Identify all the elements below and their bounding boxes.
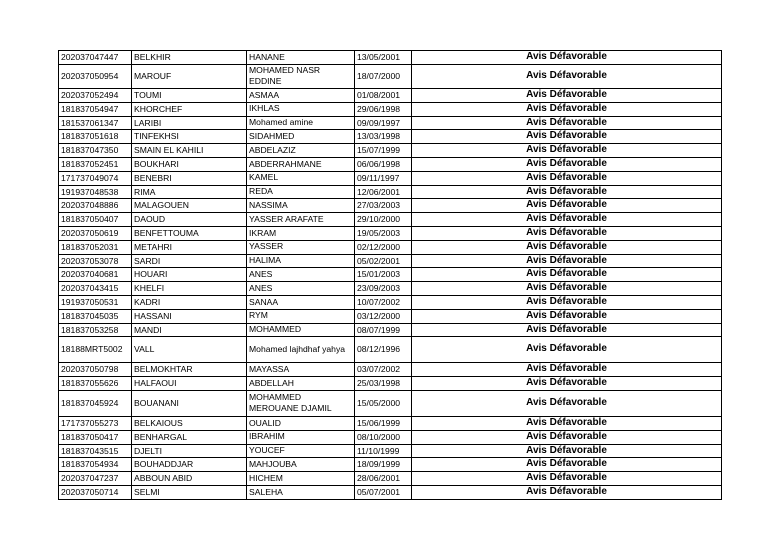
birth-date-cell: 19/05/2003 [355, 226, 412, 240]
first-name-cell: ANES [247, 282, 355, 296]
table-row [59, 116, 722, 130]
student-id-cell: 171737055273 [59, 416, 132, 430]
last-name-cell: BELKAIOUS [132, 416, 247, 430]
birth-date-cell: 27/03/2003 [355, 199, 412, 213]
first-name-cell: SIDAHMED [247, 130, 355, 144]
table-row [59, 337, 722, 363]
last-name-cell: BOUKHARI [132, 157, 247, 171]
last-name-cell: KHORCHEF [132, 102, 247, 116]
table-row [59, 472, 722, 486]
first-name-cell: RYM [247, 309, 355, 323]
decision-cell: Avis Défavorable [412, 88, 722, 102]
birth-date-cell: 08/12/1996 [355, 337, 412, 363]
first-name-cell: HANANE [247, 51, 355, 65]
last-name-cell: TOUMI [132, 88, 247, 102]
first-name-cell: NASSIMA [247, 199, 355, 213]
student-id-cell: 171737049074 [59, 171, 132, 185]
first-name-cell: OUALID [247, 416, 355, 430]
decision-cell: Avis Défavorable [412, 337, 722, 363]
table-row [59, 240, 722, 254]
birth-date-cell: 29/06/1998 [355, 102, 412, 116]
decision-cell: Avis Défavorable [412, 444, 722, 458]
last-name-cell: TINFEKHSI [132, 130, 247, 144]
last-name-cell: KADRI [132, 295, 247, 309]
table-row [59, 64, 722, 88]
decision-cell: Avis Défavorable [412, 254, 722, 268]
decision-cell: Avis Défavorable [412, 309, 722, 323]
last-name-cell: VALL [132, 337, 247, 363]
table-row [59, 377, 722, 391]
last-name-cell: BENEBRI [132, 171, 247, 185]
table-row [59, 88, 722, 102]
first-name-cell: MOHAMMED MEROUANE DJAMIL [247, 390, 355, 416]
birth-date-cell: 23/09/2003 [355, 282, 412, 296]
birth-date-cell: 05/02/2001 [355, 254, 412, 268]
birth-date-cell: 05/07/2001 [355, 485, 412, 499]
last-name-cell: DAOUD [132, 213, 247, 227]
table-row [59, 144, 722, 158]
birth-date-cell: 28/06/2001 [355, 472, 412, 486]
table-row [59, 185, 722, 199]
student-id-cell: 181837045924 [59, 390, 132, 416]
student-id-cell: 181837054947 [59, 102, 132, 116]
birth-date-cell: 09/09/1997 [355, 116, 412, 130]
student-id-cell: 202037043415 [59, 282, 132, 296]
table-row [59, 390, 722, 416]
student-id-cell: 202037047237 [59, 472, 132, 486]
table-row [59, 268, 722, 282]
first-name-cell: ABDELAZIZ [247, 144, 355, 158]
student-id-cell: 181837053258 [59, 323, 132, 337]
student-id-cell: 191937048538 [59, 185, 132, 199]
decision-cell: Avis Défavorable [412, 51, 722, 65]
table-row [59, 309, 722, 323]
first-name-cell: KAMEL [247, 171, 355, 185]
first-name-cell: IKHLAS [247, 102, 355, 116]
first-name-cell: YASSER ARAFATE [247, 213, 355, 227]
table-row [59, 323, 722, 337]
first-name-cell: SALEHA [247, 485, 355, 499]
last-name-cell: KHELFI [132, 282, 247, 296]
decision-cell: Avis Défavorable [412, 144, 722, 158]
last-name-cell: LARIBI [132, 116, 247, 130]
last-name-cell: BELMOKHTAR [132, 363, 247, 377]
birth-date-cell: 11/10/1999 [355, 444, 412, 458]
student-id-cell: 181837055626 [59, 377, 132, 391]
table-row [59, 226, 722, 240]
birth-date-cell: 29/10/2000 [355, 213, 412, 227]
student-id-cell: 191937050531 [59, 295, 132, 309]
first-name-cell: MOHAMED NASR EDDINE [247, 64, 355, 88]
table-row [59, 157, 722, 171]
first-name-cell: YASSER [247, 240, 355, 254]
decision-cell: Avis Défavorable [412, 213, 722, 227]
birth-date-cell: 15/05/2000 [355, 390, 412, 416]
student-id-cell: 181837047350 [59, 144, 132, 158]
birth-date-cell: 15/01/2003 [355, 268, 412, 282]
last-name-cell: BELKHIR [132, 51, 247, 65]
first-name-cell: YOUCEF [247, 444, 355, 458]
first-name-cell: Mohamed lajhdhaf yahya [247, 337, 355, 363]
birth-date-cell: 08/07/1999 [355, 323, 412, 337]
decision-cell: Avis Défavorable [412, 64, 722, 88]
birth-date-cell: 18/09/1999 [355, 458, 412, 472]
decision-cell: Avis Défavorable [412, 485, 722, 499]
decision-cell: Avis Défavorable [412, 416, 722, 430]
last-name-cell: SARDI [132, 254, 247, 268]
student-id-cell: 181837043515 [59, 444, 132, 458]
student-id-cell: 202037048886 [59, 199, 132, 213]
student-id-cell: 202037050714 [59, 485, 132, 499]
student-id-cell: 202037050619 [59, 226, 132, 240]
student-id-cell: 202037052494 [59, 88, 132, 102]
table-row [59, 416, 722, 430]
birth-date-cell: 13/05/2001 [355, 51, 412, 65]
student-id-cell: 181837052451 [59, 157, 132, 171]
student-id-cell: 202037050798 [59, 363, 132, 377]
birth-date-cell: 03/12/2000 [355, 309, 412, 323]
first-name-cell: SANAA [247, 295, 355, 309]
birth-date-cell: 09/11/1997 [355, 171, 412, 185]
first-name-cell: ABDERRAHMANE [247, 157, 355, 171]
table-row [59, 282, 722, 296]
table-row [59, 102, 722, 116]
first-name-cell: HALIMA [247, 254, 355, 268]
decision-cell: Avis Défavorable [412, 472, 722, 486]
birth-date-cell: 13/03/1998 [355, 130, 412, 144]
decision-cell: Avis Défavorable [412, 157, 722, 171]
last-name-cell: HASSANI [132, 309, 247, 323]
decision-cell: Avis Défavorable [412, 458, 722, 472]
table-row [59, 485, 722, 499]
student-id-cell: 202037040681 [59, 268, 132, 282]
birth-date-cell: 01/08/2001 [355, 88, 412, 102]
last-name-cell: MAROUF [132, 64, 247, 88]
table-row [59, 254, 722, 268]
results-table [58, 50, 722, 500]
decision-cell: Avis Défavorable [412, 377, 722, 391]
decision-cell: Avis Défavorable [412, 390, 722, 416]
first-name-cell: MAYASSA [247, 363, 355, 377]
last-name-cell: MANDI [132, 323, 247, 337]
decision-cell: Avis Défavorable [412, 171, 722, 185]
birth-date-cell: 15/06/1999 [355, 416, 412, 430]
last-name-cell: SELMI [132, 485, 247, 499]
table-row [59, 458, 722, 472]
last-name-cell: BENHARGAL [132, 430, 247, 444]
table-row [59, 444, 722, 458]
birth-date-cell: 02/12/2000 [355, 240, 412, 254]
first-name-cell: MAHJOUBA [247, 458, 355, 472]
student-id-cell: 181837045035 [59, 309, 132, 323]
last-name-cell: BOUANANI [132, 390, 247, 416]
last-name-cell: RIMA [132, 185, 247, 199]
student-id-cell: 202037047447 [59, 51, 132, 65]
last-name-cell: METAHRI [132, 240, 247, 254]
decision-cell: Avis Défavorable [412, 430, 722, 444]
decision-cell: Avis Défavorable [412, 185, 722, 199]
table-row [59, 199, 722, 213]
table-row [59, 295, 722, 309]
decision-cell: Avis Défavorable [412, 240, 722, 254]
table-row [59, 171, 722, 185]
birth-date-cell: 08/10/2000 [355, 430, 412, 444]
last-name-cell: HALFAOUI [132, 377, 247, 391]
decision-cell: Avis Défavorable [412, 295, 722, 309]
first-name-cell: Mohamed amine [247, 116, 355, 130]
birth-date-cell: 03/07/2002 [355, 363, 412, 377]
student-id-cell: 181837051618 [59, 130, 132, 144]
decision-cell: Avis Défavorable [412, 130, 722, 144]
student-id-cell: 202037050954 [59, 64, 132, 88]
last-name-cell: DJELTI [132, 444, 247, 458]
table-row [59, 363, 722, 377]
decision-cell: Avis Défavorable [412, 226, 722, 240]
student-id-cell: 181837054934 [59, 458, 132, 472]
student-id-cell: 181837052031 [59, 240, 132, 254]
student-id-cell: 181837050407 [59, 213, 132, 227]
decision-cell: Avis Défavorable [412, 282, 722, 296]
table-row [59, 130, 722, 144]
student-id-cell: 18188MRT5002 [59, 337, 132, 363]
last-name-cell: HOUARI [132, 268, 247, 282]
student-id-cell: 181837050417 [59, 430, 132, 444]
decision-cell: Avis Défavorable [412, 323, 722, 337]
first-name-cell: ASMAA [247, 88, 355, 102]
last-name-cell: MALAGOUEN [132, 199, 247, 213]
table-row [59, 213, 722, 227]
table-row [59, 51, 722, 65]
decision-cell: Avis Défavorable [412, 102, 722, 116]
first-name-cell: HICHEM [247, 472, 355, 486]
table-row [59, 430, 722, 444]
birth-date-cell: 25/03/1998 [355, 377, 412, 391]
first-name-cell: MOHAMMED [247, 323, 355, 337]
decision-cell: Avis Défavorable [412, 199, 722, 213]
first-name-cell: ABDELLAH [247, 377, 355, 391]
last-name-cell: ABBOUN ABID [132, 472, 247, 486]
results-table-body [59, 51, 722, 500]
first-name-cell: ANES [247, 268, 355, 282]
birth-date-cell: 10/07/2002 [355, 295, 412, 309]
last-name-cell: BOUHADDJAR [132, 458, 247, 472]
last-name-cell: BENFETTOUMA [132, 226, 247, 240]
first-name-cell: REDA [247, 185, 355, 199]
first-name-cell: IBRAHIM [247, 430, 355, 444]
first-name-cell: IKRAM [247, 226, 355, 240]
student-id-cell: 202037053078 [59, 254, 132, 268]
decision-cell: Avis Défavorable [412, 363, 722, 377]
last-name-cell: SMAIN EL KAHILI [132, 144, 247, 158]
birth-date-cell: 12/06/2001 [355, 185, 412, 199]
decision-cell: Avis Défavorable [412, 116, 722, 130]
student-id-cell: 181537061347 [59, 116, 132, 130]
birth-date-cell: 06/06/1998 [355, 157, 412, 171]
birth-date-cell: 15/07/1999 [355, 144, 412, 158]
decision-cell: Avis Défavorable [412, 268, 722, 282]
birth-date-cell: 18/07/2000 [355, 64, 412, 88]
